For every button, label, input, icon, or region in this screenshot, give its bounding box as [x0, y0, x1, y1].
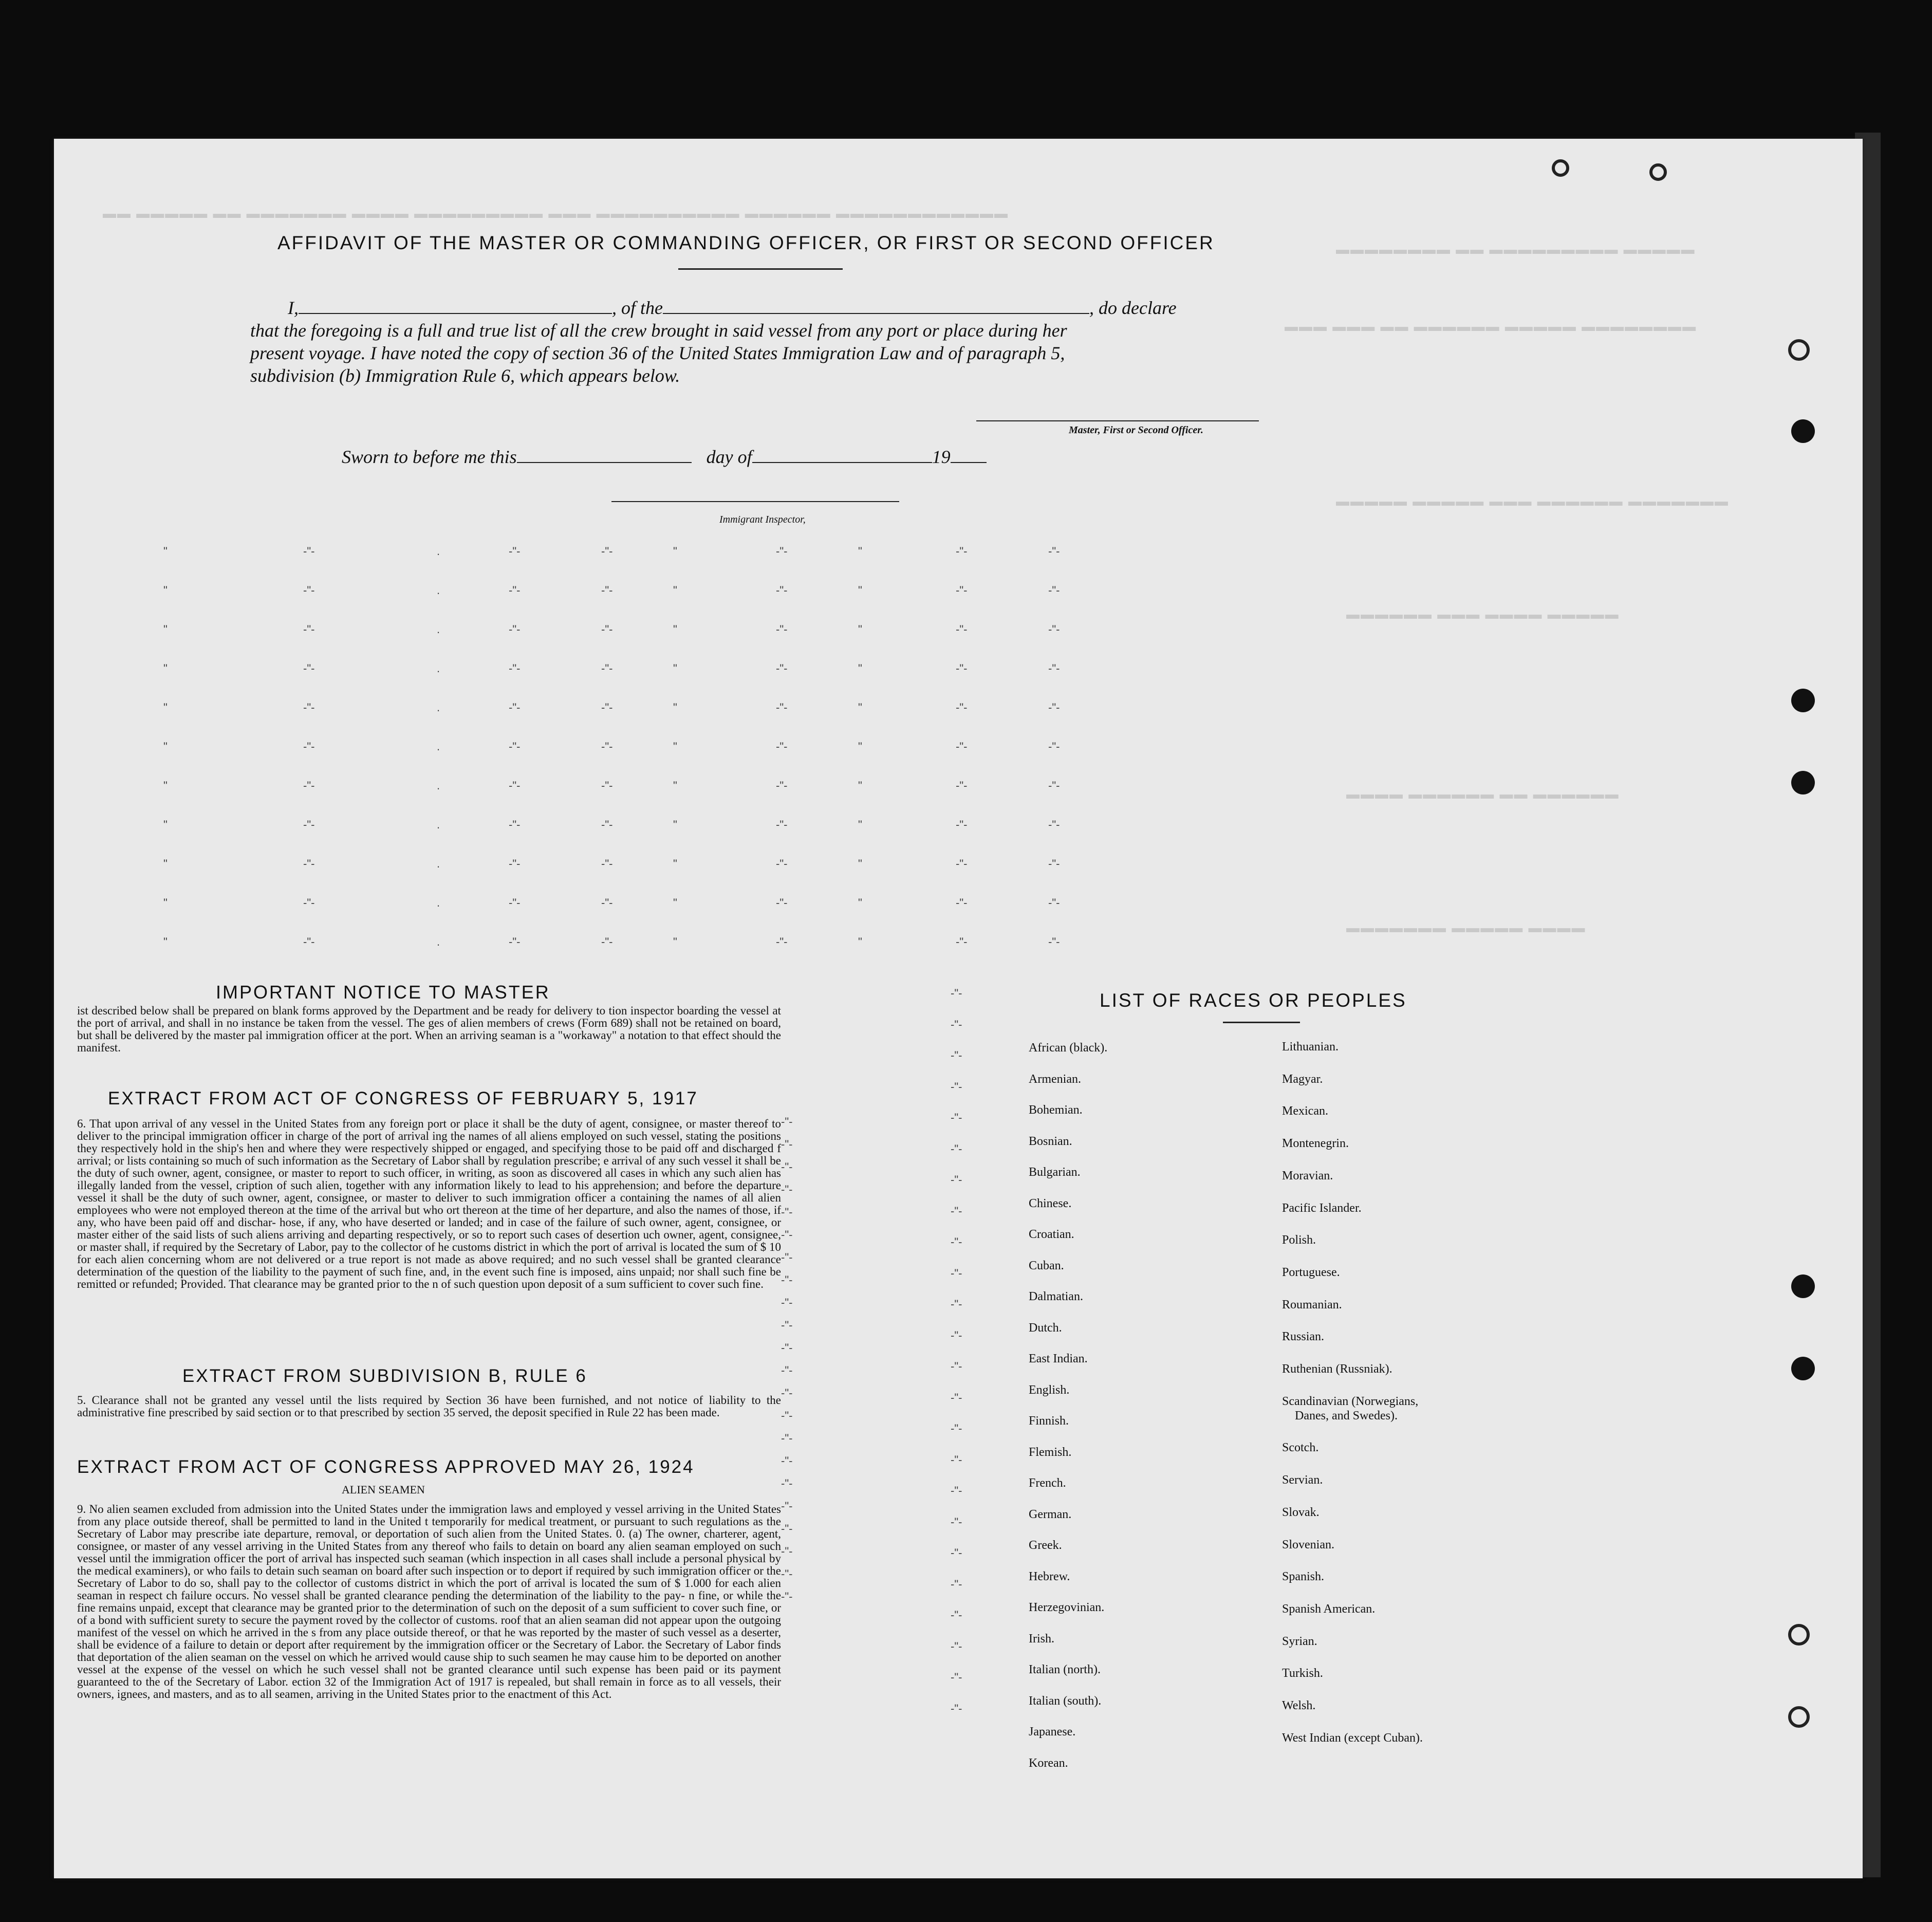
ditto-mark: -"- [951, 1266, 962, 1280]
race-entry: Moravian. [1282, 1169, 1333, 1182]
ditto-mark: " [163, 662, 168, 675]
race-entry: East Indian. [1029, 1352, 1088, 1365]
ditto-mark: -"- [781, 1590, 793, 1603]
race-entry: Magyar. [1282, 1072, 1323, 1086]
ditto-mark: -"- [1048, 935, 1060, 948]
ditto-mark: " [858, 545, 862, 558]
month-blank [752, 462, 932, 463]
ditto-mark: -"- [776, 896, 788, 909]
ditto-mark: -"- [951, 1080, 962, 1093]
ditto-mark: " [858, 896, 862, 909]
race-entry: Scotch. [1282, 1441, 1319, 1455]
ditto-mark: " [163, 896, 168, 909]
ditto-mark: -"- [781, 1432, 793, 1445]
affidavit-declare: , do declare [1089, 298, 1177, 318]
ditto-mark: -"- [601, 584, 613, 597]
ditto-mark: -"- [601, 740, 613, 753]
sworn-text: Sworn to before me this [342, 447, 517, 467]
ditto-mark: " [673, 896, 677, 909]
affidavit-line-4: subdivision (b) Immigration Rule 6, which appears below. [250, 365, 680, 386]
bleed-through-text: ▬▬▬▬ ▬▬▬▬▬▬ ▬▬ ▬▬▬▬▬▬ [1346, 786, 1620, 802]
ditto-mark: -"- [781, 1296, 793, 1309]
race-entry: Greek. [1029, 1539, 1062, 1552]
ditto-mark: -"- [303, 701, 315, 714]
ditto-mark: -"- [303, 779, 315, 792]
ditto-mark: " [163, 701, 168, 714]
ditto-mark: -"- [601, 662, 613, 675]
binder-hole [1791, 1274, 1815, 1298]
ditto-mark: -"- [776, 662, 788, 675]
ditto-mark: " [163, 740, 168, 753]
ditto-mark: -"- [951, 1577, 962, 1591]
ditto-mark: -"- [781, 1364, 793, 1377]
race-entry: Italian (north). [1029, 1663, 1101, 1676]
ditto-mark: -"- [951, 1298, 962, 1310]
race-entry: Italian (south). [1029, 1694, 1102, 1708]
ditto-mark: -"- [951, 1049, 962, 1062]
ditto-mark: " [858, 662, 862, 675]
ditto-mark: -"- [1048, 701, 1060, 714]
ditto-mark: -"- [601, 818, 613, 831]
ditto-mark: " [858, 857, 862, 870]
race-entry: West Indian (except Cuban). [1282, 1731, 1423, 1745]
ditto-mark: -"- [776, 545, 788, 558]
race-entry: Spanish. [1282, 1570, 1325, 1584]
ditto-mark: -"- [776, 857, 788, 870]
binder-hole [1791, 689, 1815, 712]
ditto-mark: -"- [951, 1702, 962, 1715]
ditto-mark: -"- [601, 935, 613, 948]
ditto-mark: -"- [776, 584, 788, 597]
ditto-mark: -"- [509, 623, 521, 636]
ditto-mark: -"- [509, 818, 521, 831]
ditto-mark: -"- [601, 779, 613, 792]
ditto-mark: -"- [601, 623, 613, 636]
ditto-mark: -"- [951, 1111, 962, 1124]
signature-line [976, 420, 1259, 421]
ditto-mark: -"- [781, 1341, 793, 1354]
ditto-mark: -"- [601, 857, 613, 870]
ditto-mark: " [858, 584, 862, 597]
binder-hole [1791, 1357, 1815, 1380]
race-entry: Finnish. [1029, 1414, 1069, 1428]
ditto-mark: -"- [956, 701, 968, 714]
ditto-mark: -"- [951, 1018, 962, 1031]
ditto-mark: -"- [601, 545, 613, 558]
ditto-mark: -"- [509, 662, 521, 675]
ditto-mark: -"- [1048, 545, 1060, 558]
ditto-mark: -"- [781, 1138, 793, 1151]
ditto-mark: -"- [956, 662, 968, 675]
race-entry: Dutch. [1029, 1321, 1062, 1335]
ditto-mark: " [673, 935, 677, 948]
race-entry: French. [1029, 1476, 1066, 1490]
ditto-mark: . [437, 584, 440, 597]
extract-1924-subtitle: ALIEN SEAMEN [342, 1483, 425, 1496]
ditto-mark: -"- [951, 1546, 962, 1559]
race-entry: Herzegovinian. [1029, 1601, 1105, 1614]
ditto-mark: . [437, 662, 440, 675]
ditto-mark: " [163, 623, 168, 636]
race-entry: Roumanian. [1282, 1298, 1342, 1311]
extract-rule6-title: EXTRACT FROM SUBDIVISION B, RULE 6 [182, 1366, 587, 1386]
race-entry: Russian. [1282, 1330, 1325, 1344]
ditto-mark: " [163, 779, 168, 792]
race-entry: Slovak. [1282, 1505, 1320, 1519]
ditto-mark: -"- [1048, 896, 1060, 909]
race-entry: Servian. [1282, 1473, 1323, 1487]
race-entry: Hebrew. [1029, 1569, 1070, 1583]
ditto-mark: . [437, 701, 440, 714]
ditto-mark: -"- [951, 1484, 962, 1497]
binder-hole [1552, 159, 1569, 177]
ditto-mark: -"- [956, 584, 968, 597]
race-entry: English. [1029, 1383, 1070, 1397]
ditto-mark: -"- [1048, 623, 1060, 636]
races-title-underline [1223, 1022, 1300, 1023]
inspector-label: Immigrant Inspector, [719, 514, 806, 525]
ditto-mark: " [163, 818, 168, 831]
ditto-mark: " [858, 623, 862, 636]
ditto-mark: -"- [781, 1115, 793, 1128]
binder-hole [1649, 163, 1667, 181]
race-entry: Chinese. [1029, 1196, 1072, 1210]
ditto-mark: -"- [956, 779, 968, 792]
year-blank [951, 462, 987, 463]
binder-hole [1788, 1706, 1810, 1728]
ditto-mark: " [673, 623, 677, 636]
ditto-mark: " [673, 857, 677, 870]
ditto-mark: -"- [303, 623, 315, 636]
ditto-mark: -"- [956, 857, 968, 870]
extract-1924-text: 9. No alien seamen excluded from admission into the United States under the immigration laws and employed y vessel arriving in the United States from any place outside thereof, shall be permitted to land in the United t temporarily for medical treatment, or pursuant to such regulations as the Secretary of Labor may prescribe iate departure, removal, or deportation of such alien from the United States. 0. (a) The owner, charterer, agent, consignee, or master of any vessel arriving in the United States from any thereof who fails to detain on board any alien seaman employed on such vessel until the immigration officer the port of arrival has inspected such seaman (which inspection in all cases shall include a personal physical by the medical examiners), or who fails to detain such seaman on board after such inspection or to deport if required by such immigration officer or the Secretary of Labor to do so, shall pay to the collector of customs district in which the port of arrival is located the sum of $ 1.000 for each alien seaman in respect ch failure occurs. No vessel shall be granted clearance pending the determination of the liability to the pay- n fine, or while the fine remains unpaid, except that clearance may be granted prior to the determination of such on the deposit of a sum sufficient to cover such fine, or of a bond with sufficient surety to secure the payment roved by the collector of customs. roof that an alien seaman did not appear upon the outgoing manifest of the vessel on which he arrived in the s from any place outside thereof, or that he was reported by the master of such vessel as a deserter, shall be evidence of a failure to detain or deport after requirement by the immigration officer or the Secretary of Labor. the Secretary of Labor finds that deportation of the alien seaman on the vessel on which he arrived would cause ship to such seamen he may cause him to be deported on another vessel at the expense of the vessel on which he such vessel shall not be granted clearance until such expense has been paid or its payment guaranteed to the of the Secretary of Labor. ection 32 of the Immigration Act of 1917 is repealed, but shall remain in force as to all vessels, their owners, ignees, and masters, and as to all seamen, arriving in the United States prior to the enactment of this Act. [77, 1503, 781, 1701]
race-entry: Japanese. [1029, 1725, 1076, 1739]
ditto-mark: " [163, 857, 168, 870]
ditto-mark: -"- [776, 818, 788, 831]
race-entry: Irish. [1029, 1632, 1054, 1646]
ditto-mark: -"- [1048, 818, 1060, 831]
binder-hole [1791, 771, 1815, 794]
binder-hole [1791, 419, 1815, 443]
sworn-line [342, 446, 987, 468]
affidavit-i: I, [288, 298, 299, 318]
ditto-mark: -"- [956, 818, 968, 831]
race-entry: Slovenian. [1282, 1538, 1334, 1551]
bleed-through-text: ▬▬▬ ▬▬▬ ▬▬ ▬▬▬▬▬▬ ▬▬▬▬▬ ▬▬▬▬▬▬▬▬ [1285, 319, 1697, 334]
ditto-mark: -"- [776, 935, 788, 948]
bleed-through-text: ▬▬▬▬▬▬ ▬▬▬ ▬▬▬▬ ▬▬▬▬▬ [1346, 606, 1620, 622]
race-entry: Scandinavian (Norwegians, [1282, 1394, 1419, 1408]
race-entry: Croatian. [1029, 1228, 1074, 1241]
extract-1924-title: EXTRACT FROM ACT OF CONGRESS APPROVED MAY 26, 1924 [77, 1457, 695, 1477]
ditto-mark: . [437, 896, 440, 909]
extract-1917-text: 6. That upon arrival of any vessel in the United States from any foreign port or place it shall be the duty of agent, consignee, or master thereof to deliver to the principal immigration officer in charge of the port of arrival ing the names of all aliens employed on such vessel, stating the positions they respectively hold in the ship's hen and where they were respectively shipped or engaged, and specifying those to be paid off and discharged f arrival; or lists containing so much of such information as the Secretary of Labor shall by regulation prescribe; e arrival of any such vessel it shall be the duty of such owner, agent, consignee, or master to report to such officer, in writing, as soon as discovered all cases in which any such alien has illegally landed from the vessel, cription of such alien, together with any information likely to lead to his apprehension; and before the departure vessel it shall be the duty of such owner, agent, consignee, or master to deliver to such immigration officer a containing the names of all alien employees who were not employed thereon at the time of the arrival but who ort thereon at the time of her departure, and also the names of those, if any, who have been paid off and dischar- hose, if any, who have deserted or landed; and in case of the failure of such owner, agent, consignee, or master either of the said lists of such aliens arriving and departing respectively, or so to report such cases of desertion uch owner, agent, consignee, or master shall, if required by the Secretary of Labor, pay to the collector of he customs district in which the port of arrival is located the sum of $ 10 for each alien concerning whom are not delivered or a true report is not made as above required; and no such vessel shall be granted clearance determination of the question of the liability to the payment of such fine, and, in the event such fine is imposed, ains unpaid; nor shall such fine be remitted or refunded; Provided. That clearance may be granted prior to the n of such question upon deposit of a sum sufficient to cover such fine. [77, 1117, 781, 1290]
ditto-mark: -"- [303, 935, 315, 948]
race-entry: Portuguese. [1282, 1265, 1340, 1279]
bleed-through-text: ▬▬▬▬▬▬▬ ▬▬▬▬▬ ▬▬▬▬ [1346, 920, 1586, 935]
notice-text: ist described below shall be prepared on blank forms approved by the Department and be ready for delivery to tion inspector boarding the vessel at the port of arrival, and shall in no instance be taken from the vessel. The ges of alien members of crews (Form 689) shall not be retained on board, but shall be delivered by the master pal immigration officer at the port. When an arriving seaman is a "workaway" a notation to that effect should the manifest. [77, 1004, 781, 1054]
ditto-mark: -"- [951, 1204, 962, 1217]
ditto-mark: -"- [776, 779, 788, 792]
ditto-mark: -"- [1048, 584, 1060, 597]
ditto-mark: -"- [509, 935, 521, 948]
ditto-mark: . [437, 545, 440, 558]
race-entry: Danes, and Swedes). [1295, 1409, 1398, 1422]
ditto-mark: -"- [781, 1454, 793, 1467]
ditto-mark: -"- [303, 818, 315, 831]
ditto-mark: -"- [509, 740, 521, 753]
ditto-mark: " [858, 779, 862, 792]
ditto-mark: " [673, 740, 677, 753]
year-prefix: 19 [932, 447, 951, 467]
ditto-mark: " [858, 701, 862, 714]
ditto-mark: . [437, 740, 440, 753]
ditto-mark: . [437, 623, 440, 636]
day-blank [517, 462, 692, 463]
ditto-mark: -"- [509, 584, 521, 597]
ditto-mark: -"- [781, 1160, 793, 1173]
ditto-mark: " [673, 584, 677, 597]
ditto-mark: -"- [776, 623, 788, 636]
ditto-mark: -"- [951, 1671, 962, 1684]
ditto-mark: -"- [303, 740, 315, 753]
vessel-blank [663, 313, 1089, 314]
ditto-mark: -"- [781, 1522, 793, 1535]
extract-1917-title: EXTRACT FROM ACT OF CONGRESS OF FEBRUARY 5, 1917 [108, 1088, 698, 1108]
affidavit-line-1 [288, 297, 1177, 319]
ditto-mark: -"- [956, 935, 968, 948]
signature-label: Master, First or Second Officer. [1069, 424, 1203, 436]
ditto-mark: -"- [509, 779, 521, 792]
race-entry: Pacific Islander. [1282, 1201, 1362, 1215]
ditto-mark: -"- [601, 896, 613, 909]
race-entry: Lithuanian. [1282, 1040, 1339, 1054]
race-entry: Bosnian. [1029, 1134, 1072, 1148]
affidavit-line-3: present voyage. I have noted the copy of section 36 of the United States Immigration Law and of paragraph 5, [250, 343, 1065, 363]
ditto-mark: -"- [951, 987, 962, 1000]
race-entry: Spanish American. [1282, 1602, 1376, 1616]
races-title: LIST OF RACES OR PEOPLES [1100, 990, 1407, 1011]
ditto-mark: " [673, 545, 677, 558]
race-entry: Syrian. [1282, 1634, 1317, 1648]
race-entry: Mexican. [1282, 1104, 1328, 1118]
ditto-mark: -"- [781, 1387, 793, 1399]
ditto-mark: -"- [776, 701, 788, 714]
ditto-mark: -"- [303, 662, 315, 675]
ditto-mark: -"- [1048, 779, 1060, 792]
race-entry: Cuban. [1029, 1259, 1064, 1272]
race-entry: Bohemian. [1029, 1103, 1083, 1117]
ditto-mark: -"- [1048, 662, 1060, 675]
bleed-through-text: ▬▬▬▬▬▬▬▬ ▬▬ ▬▬▬▬▬▬▬▬▬ ▬▬▬▬▬ [1336, 242, 1696, 257]
ditto-mark: -"- [303, 896, 315, 909]
ditto-mark: -"- [509, 857, 521, 870]
ditto-mark: " [858, 935, 862, 948]
ditto-mark: -"- [951, 1609, 962, 1621]
bleed-through-text: ▬▬▬▬▬ ▬▬▬▬▬ ▬▬▬ ▬▬▬▬▬▬ ▬▬▬▬▬▬▬ [1336, 493, 1729, 509]
ditto-mark: " [858, 818, 862, 831]
ditto-mark: -"- [781, 1477, 793, 1490]
affidavit-of-the: , of the [612, 298, 663, 318]
affidavit-title: AFFIDAVIT OF THE MASTER OR COMMANDING OFFICER, OR FIRST OR SECOND OFFICER [277, 232, 1215, 253]
race-entry: Bulgarian. [1029, 1166, 1081, 1179]
ditto-mark: -"- [956, 623, 968, 636]
ditto-mark: " [163, 584, 168, 597]
race-entry: Armenian. [1029, 1072, 1081, 1086]
ditto-mark: " [163, 935, 168, 948]
ditto-mark: -"- [951, 1142, 962, 1155]
race-entry: African (black). [1029, 1041, 1108, 1055]
ditto-mark: -"- [303, 584, 315, 597]
ditto-mark: -"- [509, 701, 521, 714]
race-entry: Montenegrin. [1282, 1137, 1349, 1151]
ditto-mark: -"- [509, 545, 521, 558]
ditto-mark: " [673, 701, 677, 714]
race-entry: Flemish. [1029, 1445, 1072, 1459]
ditto-mark: -"- [781, 1228, 793, 1241]
ditto-mark: -"- [781, 1567, 793, 1580]
race-entry: Polish. [1282, 1233, 1316, 1247]
ditto-mark: -"- [951, 1360, 962, 1373]
ditto-mark: . [437, 779, 440, 792]
bleed-through-text: ▬▬ ▬▬▬▬▬ ▬▬ ▬▬▬▬▬▬▬ ▬▬▬▬ ▬▬▬▬▬▬▬▬▬ ▬▬▬ ▬▬▬▬▬▬▬▬▬▬ ▬▬▬▬▬▬ ▬▬▬▬▬▬▬▬▬▬▬▬ [103, 206, 1009, 221]
ditto-mark: " [858, 740, 862, 753]
ditto-mark: -"- [776, 740, 788, 753]
race-entry: Turkish. [1282, 1667, 1323, 1680]
ditto-mark: -"- [956, 896, 968, 909]
race-entry: Korean. [1029, 1756, 1068, 1770]
ditto-mark: . [437, 935, 440, 948]
ditto-mark: -"- [951, 1422, 962, 1435]
race-entry: German. [1029, 1507, 1072, 1521]
ditto-mark: -"- [1048, 740, 1060, 753]
extract-rule6-text: 5. Clearance shall not be granted any vessel until the lists required by Section 36 have been furnished, and not notice of liability to the administrative fine prescribed by said section or to that prescribed by section 35 served, the deposit specified in Rule 22 has been made. [77, 1394, 781, 1419]
ditto-mark: -"- [951, 1391, 962, 1404]
ditto-mark: -"- [781, 1183, 793, 1196]
ditto-mark: -"- [781, 1545, 793, 1558]
inspector-signature-line [611, 501, 899, 502]
ditto-mark: -"- [303, 545, 315, 558]
ditto-mark: -"- [781, 1500, 793, 1512]
binder-hole [1788, 339, 1810, 361]
day-of: day of [706, 447, 752, 467]
binder-hole [1788, 1624, 1810, 1646]
ditto-mark: " [673, 662, 677, 675]
ditto-mark: -"- [781, 1206, 793, 1218]
ditto-mark: -"- [781, 1319, 793, 1332]
ditto-mark: -"- [781, 1409, 793, 1422]
ditto-mark: -"- [951, 1639, 962, 1653]
ditto-mark: -"- [509, 896, 521, 909]
race-entry: Welsh. [1282, 1699, 1316, 1712]
title-underline [678, 268, 843, 270]
ditto-mark: -"- [781, 1251, 793, 1264]
notice-title: IMPORTANT NOTICE TO MASTER [216, 982, 550, 1003]
ditto-mark: -"- [951, 1173, 962, 1186]
ditto-mark: . [437, 857, 440, 870]
ditto-mark: " [673, 779, 677, 792]
affidavit-line-2: that the foregoing is a full and true list of all the crew brought in said vessel from any port or place during her [250, 320, 1067, 341]
ditto-mark: " [163, 545, 168, 558]
race-entry: Ruthenian (Russniak). [1282, 1362, 1392, 1376]
ditto-mark: -"- [601, 701, 613, 714]
ditto-mark: -"- [956, 740, 968, 753]
ditto-mark: -"- [781, 1273, 793, 1286]
name-blank [299, 313, 612, 314]
ditto-mark: -"- [303, 857, 315, 870]
ditto-mark: -"- [1048, 857, 1060, 870]
ditto-mark: " [673, 818, 677, 831]
ditto-mark: . [437, 818, 440, 831]
ditto-mark: -"- [951, 1328, 962, 1342]
ditto-mark: -"- [951, 1515, 962, 1528]
ditto-mark: -"- [956, 545, 968, 558]
ditto-mark: -"- [951, 1453, 962, 1466]
ditto-mark: -"- [951, 1235, 962, 1248]
race-entry: Dalmatian. [1029, 1290, 1083, 1303]
